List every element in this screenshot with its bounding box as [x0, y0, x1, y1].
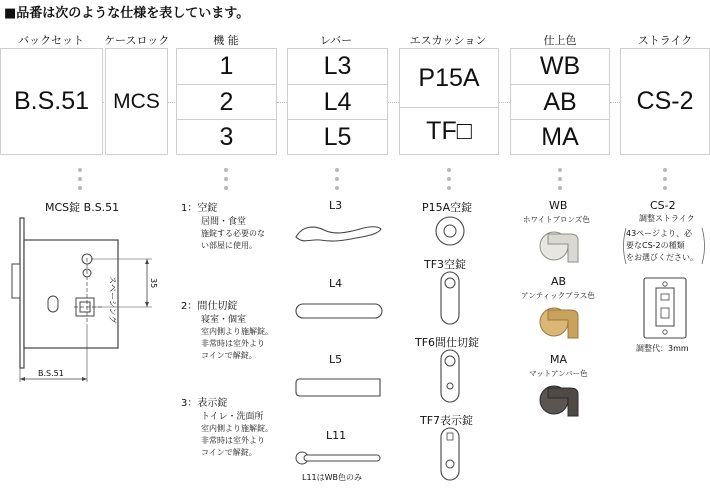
finish-name: ホワイトブロンズ色 — [523, 215, 590, 224]
column-header-case-lock: ケースロック — [104, 34, 170, 47]
function-note: 非常時は室外より — [201, 436, 265, 445]
strike-value-cell: CS-2 — [620, 48, 710, 155]
lever-value-cell: L5 — [287, 119, 388, 155]
function-value-cell: 2 — [176, 84, 277, 120]
case-lock-drawing — [4, 212, 162, 390]
finish-name: アンティックブラス色 — [521, 291, 595, 300]
escutcheon-tf3-drawing — [439, 270, 461, 326]
escutcheon-label: TF6間仕切錠 — [415, 336, 480, 349]
finish-value-cell: AB — [510, 84, 610, 120]
dot-leader — [557, 168, 563, 195]
connector-line — [610, 102, 620, 103]
function-value-cell: 1 — [176, 48, 277, 85]
case-lock-title: MCS錠 B.S.51 — [45, 201, 120, 214]
connector-line — [498, 102, 510, 103]
function-note: 非常時は室外より — [201, 339, 265, 348]
lever-note: L11はWB色のみ — [302, 473, 363, 482]
escutcheon-label: TF3空錠 — [424, 258, 467, 271]
strike-code: CS-2 — [650, 199, 676, 212]
lever-l4-drawing — [294, 300, 384, 322]
escutcheon-label: P15A空錠 — [422, 201, 473, 214]
dot-leader — [223, 168, 229, 195]
dot-leader — [662, 168, 668, 195]
escutcheon-tf6-drawing — [439, 348, 461, 404]
escutcheon-p15a-drawing — [433, 214, 467, 248]
escutcheon-value-cell: P15A — [399, 48, 499, 108]
function-value-cell: 3 — [176, 119, 277, 155]
page-heading: ■品番は次のような仕様を表しています。 — [4, 6, 250, 21]
escutcheon-tf7-drawing — [439, 426, 461, 482]
lever-l11-drawing — [294, 449, 384, 467]
function-note: 室内側より施解錠。 — [201, 424, 273, 433]
function-subtitle: トイレ・洗面所 — [201, 412, 264, 422]
case-lock-value-cell: MCS — [105, 48, 168, 155]
finish-name: マットアンバー色 — [529, 369, 588, 378]
function-title: 1：空錠 — [181, 203, 218, 214]
lever-value-cell: L3 — [287, 48, 388, 85]
escutcheon-value-cell: TF□ — [399, 107, 499, 155]
column-header-strike: ストライク — [637, 34, 693, 47]
function-note: い部屋に使用。 — [201, 241, 257, 250]
lever-label: L5 — [329, 353, 343, 366]
finish-code: MA — [550, 353, 568, 366]
spacing-label: スペーシング — [108, 276, 117, 324]
finish-swatch-ma — [538, 380, 582, 420]
finish-swatch-wb — [538, 226, 582, 266]
lever-label: L4 — [329, 277, 343, 290]
finish-value-cell: MA — [510, 119, 610, 155]
strike-label: 調整ストライク — [639, 214, 695, 223]
strike-note: 43ページより、必 — [626, 229, 693, 238]
lever-label: L3 — [329, 199, 343, 212]
column-header-escutcheon: エスカッション — [409, 34, 487, 47]
function-title: 2：間仕切錠 — [181, 301, 238, 312]
function-note: コインで解錠。 — [201, 351, 257, 360]
backset-value-cell: B.S.51 — [0, 48, 103, 155]
function-subtitle: 寝室・個室 — [201, 315, 247, 325]
strike-plate-drawing — [640, 276, 690, 340]
finish-value-cell: WB — [510, 48, 610, 85]
backset-dimension-label: B.S.51 — [38, 369, 64, 378]
function-note: 室内側より施解錠。 — [201, 327, 273, 336]
lever-label: L11 — [326, 429, 347, 442]
function-title: 3：表示錠 — [181, 398, 228, 409]
function-note: 施錠する必要のな — [201, 229, 265, 238]
connector-line — [277, 102, 287, 103]
lever-value-cell: L4 — [287, 84, 388, 120]
dot-leader — [77, 168, 83, 195]
dot-leader — [334, 168, 340, 195]
strike-note-brackets — [620, 226, 708, 268]
finish-code: AB — [551, 275, 567, 288]
finish-code: WB — [549, 199, 568, 212]
finish-swatch-ab — [538, 302, 582, 342]
dot-leader — [446, 168, 452, 195]
lever-l3-drawing — [294, 222, 384, 248]
column-header-function: 機 能 — [213, 34, 239, 47]
strike-note: 要なCS-2の種類 — [626, 241, 685, 250]
column-header-lever: レバー — [319, 34, 353, 47]
strike-adjust: 調整代：3mm — [636, 344, 689, 353]
column-header-backset: バックセット — [18, 34, 84, 47]
column-header-finish: 仕上色 — [543, 34, 577, 47]
spacing-value: 35 — [149, 278, 158, 289]
escutcheon-label: TF7表示錠 — [420, 414, 474, 427]
strike-note: をお選びください。 — [626, 253, 698, 262]
connector-line — [387, 102, 399, 103]
function-subtitle: 居間・食堂 — [201, 217, 247, 227]
function-note: コインで解錠。 — [201, 448, 257, 457]
lever-l5-drawing — [294, 376, 384, 400]
